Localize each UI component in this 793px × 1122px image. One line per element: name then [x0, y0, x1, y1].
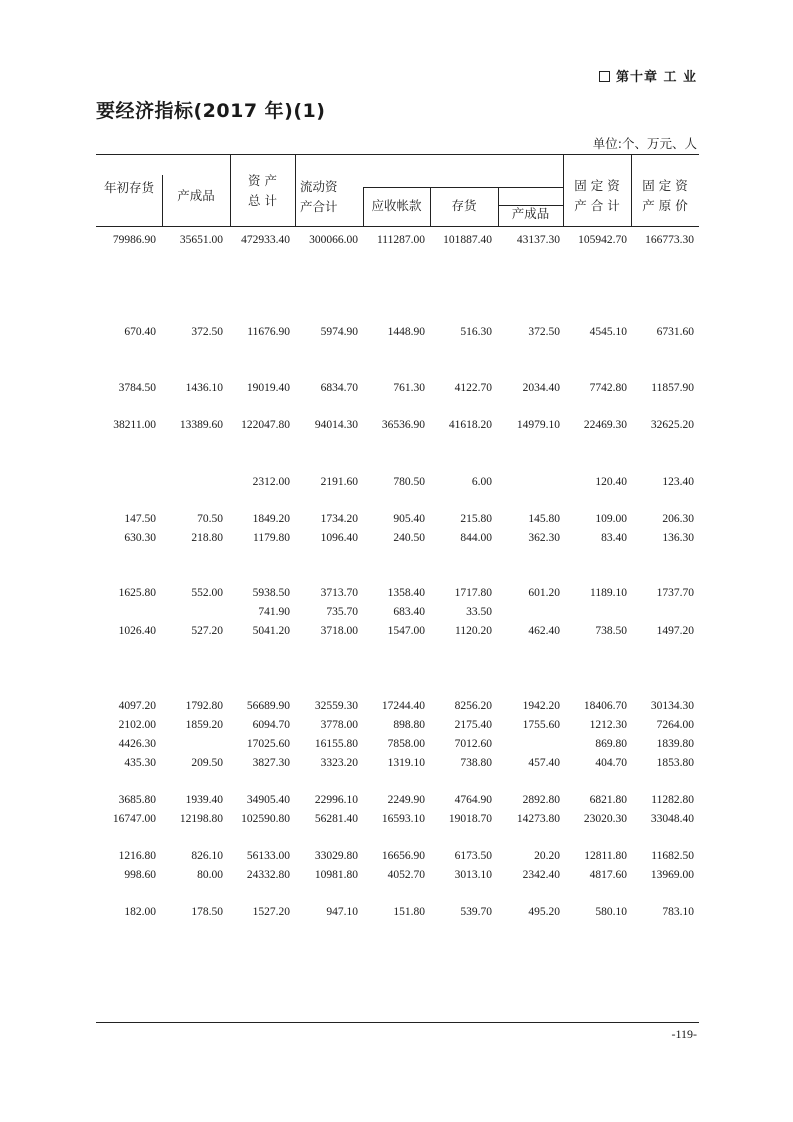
table-row	[0, 476, 793, 492]
table-cell: 1734.20	[320, 513, 358, 525]
table-cell: 136.30	[662, 532, 694, 544]
table-cell: 34905.40	[246, 794, 290, 806]
table-cell: 1212.30	[589, 719, 627, 731]
table-cell: 5974.90	[320, 326, 358, 338]
table-top-rule	[96, 154, 699, 155]
table-cell: 3778.00	[320, 719, 358, 731]
header-c2	[230, 171, 295, 211]
header-c3	[300, 177, 360, 217]
table-row	[0, 757, 793, 773]
table-cell: 2191.60	[320, 476, 358, 488]
header-c0: 年初存货	[103, 180, 154, 195]
table-cell: 495.20	[528, 906, 560, 918]
table-cell: 4052.70	[387, 869, 425, 881]
header-c7-line1: 固 定 资	[574, 178, 620, 193]
table-cell: 4817.60	[589, 869, 627, 881]
table-cell: 462.40	[528, 625, 560, 637]
table-cell: 38211.00	[113, 419, 156, 431]
header-c2-line2: 总 计	[248, 193, 277, 208]
table-cell: 4545.10	[589, 326, 627, 338]
table-cell: 404.70	[595, 757, 627, 769]
table-cell: 2034.40	[522, 382, 560, 394]
table-cell: 3827.30	[252, 757, 290, 769]
table-cell: 7858.00	[387, 738, 425, 750]
table-cell: 123.40	[662, 476, 694, 488]
table-row	[0, 625, 793, 641]
table-cell: 2892.80	[522, 794, 560, 806]
table-cell: 16155.80	[314, 738, 358, 750]
table-row	[0, 719, 793, 735]
table-cell: 1859.20	[185, 719, 223, 731]
table-row	[0, 906, 793, 922]
table-cell: 670.40	[124, 326, 156, 338]
table-cell: 738.50	[595, 625, 627, 637]
table-cell: 780.50	[393, 476, 425, 488]
header-c3-line2: 产合计	[300, 199, 338, 214]
table-cell: 1547.00	[387, 625, 425, 637]
table-cell: 6731.60	[656, 326, 694, 338]
table-cell: 1096.40	[320, 532, 358, 544]
table-cell: 372.50	[528, 326, 560, 338]
table-row	[0, 869, 793, 885]
table-cell: 362.30	[528, 532, 560, 544]
table-cell: 12811.80	[584, 850, 627, 862]
table-cell: 1792.80	[185, 700, 223, 712]
table-row	[0, 738, 793, 754]
header-c4: 应收帐款	[371, 198, 422, 213]
table-cell: 35651.00	[179, 234, 223, 246]
table-row	[0, 587, 793, 603]
table-cell: 7012.60	[454, 738, 492, 750]
table-cell: 120.40	[595, 476, 627, 488]
table-cell: 24332.80	[246, 869, 290, 881]
table-cell: 435.30	[124, 757, 156, 769]
table-cell: 552.00	[191, 587, 223, 599]
table-cell: 7742.80	[589, 382, 627, 394]
table-cell: 5938.50	[252, 587, 290, 599]
table-cell: 1717.80	[454, 587, 492, 599]
table-cell: 783.10	[662, 906, 694, 918]
table-cell: 601.20	[528, 587, 560, 599]
table-cell: 580.10	[595, 906, 627, 918]
table-cell: 145.80	[528, 513, 560, 525]
table-cell: 4097.20	[118, 700, 156, 712]
table-cell: 2312.00	[252, 476, 290, 488]
table-cell: 6834.70	[320, 382, 358, 394]
table-cell: 826.10	[191, 850, 223, 862]
table-cell: 206.30	[662, 513, 694, 525]
table-cell: 2102.00	[118, 719, 156, 731]
table-cell: 1737.70	[656, 587, 694, 599]
table-cell: 472933.40	[241, 234, 290, 246]
table-cell: 947.10	[326, 906, 358, 918]
table-cell: 33.50	[466, 606, 492, 618]
table-cell: 1120.20	[455, 625, 492, 637]
table-cell: 111287.00	[376, 234, 425, 246]
table-cell: 32559.30	[314, 700, 358, 712]
table-cell: 41618.20	[448, 419, 492, 431]
table-cell: 19019.40	[246, 382, 290, 394]
header-c1: 产成品	[177, 188, 215, 203]
table-cell: 6094.70	[252, 719, 290, 731]
page-title: 要经济指标(2017 年)(1)	[96, 100, 326, 122]
table-cell: 109.00	[595, 513, 627, 525]
table-cell: 122047.80	[241, 419, 290, 431]
header-c5: 存货	[451, 198, 477, 213]
table-cell: 1179.80	[253, 532, 290, 544]
subheader-rule	[363, 187, 563, 188]
table-row	[0, 326, 793, 342]
table-cell: 32625.20	[650, 419, 694, 431]
table-cell: 102590.80	[241, 813, 290, 825]
table-cell: 3323.20	[320, 757, 358, 769]
table-cell: 1942.20	[522, 700, 560, 712]
header-c8-line1: 固 定 资	[642, 178, 688, 193]
table-cell: 1839.80	[656, 738, 694, 750]
table-cell: 1026.40	[118, 625, 156, 637]
table-bottom-rule	[96, 1022, 699, 1023]
table-cell: 741.90	[258, 606, 290, 618]
table-cell: 8256.20	[454, 700, 492, 712]
table-cell: 11857.90	[651, 382, 694, 394]
table-cell: 4764.90	[454, 794, 492, 806]
table-cell: 1755.60	[522, 719, 560, 731]
table-cell: 1497.20	[656, 625, 694, 637]
table-cell: 11282.80	[651, 794, 694, 806]
chapter-box-icon	[599, 71, 610, 82]
table-row	[0, 513, 793, 529]
table-cell: 30134.30	[650, 700, 694, 712]
table-cell: 151.80	[393, 906, 425, 918]
table-cell: 1853.80	[656, 757, 694, 769]
table-cell: 83.40	[601, 532, 627, 544]
col-divider-3	[295, 154, 296, 226]
table-cell: 17025.60	[246, 738, 290, 750]
table-cell: 527.20	[191, 625, 223, 637]
table-cell: 683.40	[393, 606, 425, 618]
header-c8-line2: 产 原 价	[642, 198, 688, 213]
table-cell: 13969.00	[650, 869, 694, 881]
table-cell: 1625.80	[118, 587, 156, 599]
table-cell: 3685.80	[118, 794, 156, 806]
table-cell: 56133.00	[246, 850, 290, 862]
table-cell: 80.00	[197, 869, 223, 881]
table-cell: 457.40	[528, 757, 560, 769]
table-cell: 1939.40	[185, 794, 223, 806]
table-cell: 516.30	[460, 326, 492, 338]
table-cell: 4122.70	[454, 382, 492, 394]
table-cell: 70.50	[197, 513, 223, 525]
table-cell: 218.80	[191, 532, 223, 544]
table-cell: 1448.90	[387, 326, 425, 338]
table-cell: 178.50	[191, 906, 223, 918]
table-cell: 4426.30	[118, 738, 156, 750]
table-row	[0, 606, 793, 622]
header-c6: 产成品	[511, 206, 550, 221]
table-cell: 735.70	[326, 606, 358, 618]
chapter-label: 第十章 工 业	[615, 70, 697, 85]
table-row	[0, 419, 793, 435]
table-cell: 300066.00	[309, 234, 358, 246]
table-cell: 56689.90	[246, 700, 290, 712]
table-cell: 1319.10	[387, 757, 425, 769]
table-cell: 20.20	[534, 850, 560, 862]
table-cell: 372.50	[191, 326, 223, 338]
table-cell: 13389.60	[179, 419, 223, 431]
table-cell: 905.40	[393, 513, 425, 525]
header-bottom-rule	[96, 226, 699, 227]
table-cell: 101887.40	[443, 234, 492, 246]
table-cell: 56281.40	[314, 813, 358, 825]
table-cell: 94014.30	[314, 419, 358, 431]
table-cell: 16747.00	[112, 813, 156, 825]
table-cell: 2175.40	[454, 719, 492, 731]
header-c2-line1: 资 产	[248, 173, 277, 188]
table-cell: 16656.90	[381, 850, 425, 862]
table-cell: 14273.80	[516, 813, 560, 825]
table-cell: 182.00	[124, 906, 156, 918]
table-cell: 209.50	[191, 757, 223, 769]
table-cell: 1849.20	[252, 513, 290, 525]
table-cell: 16593.10	[381, 813, 425, 825]
table-cell: 844.00	[460, 532, 492, 544]
table-cell: 240.50	[393, 532, 425, 544]
table-cell: 7264.00	[656, 719, 694, 731]
table-row	[0, 532, 793, 548]
table-cell: 3784.50	[118, 382, 156, 394]
table-cell: 6173.50	[454, 850, 492, 862]
header-c3-line1: 流动资	[300, 179, 338, 194]
table-cell: 1358.40	[387, 587, 425, 599]
table-cell: 17244.40	[381, 700, 425, 712]
table-cell: 23020.30	[583, 813, 627, 825]
table-cell: 11676.90	[247, 326, 290, 338]
table-cell: 1436.10	[185, 382, 223, 394]
table-cell: 5041.20	[252, 625, 290, 637]
table-row	[0, 850, 793, 866]
table-cell: 6821.80	[589, 794, 627, 806]
table-cell: 215.80	[460, 513, 492, 525]
unit-label: 单位:个、万元、人	[592, 136, 697, 151]
table-row	[0, 700, 793, 716]
table-cell: 19018.70	[448, 813, 492, 825]
table-row	[0, 794, 793, 810]
table-cell: 147.50	[124, 513, 156, 525]
table-row	[0, 382, 793, 398]
table-cell: 3713.70	[320, 587, 358, 599]
table-cell: 3718.00	[320, 625, 358, 637]
table-cell: 898.80	[393, 719, 425, 731]
header-c7-line2: 产 合 计	[574, 198, 620, 213]
page-number: -119-	[671, 1027, 697, 1041]
table-cell: 33048.40	[650, 813, 694, 825]
table-cell: 43137.30	[516, 234, 560, 246]
header-c8	[631, 176, 699, 216]
table-row	[0, 234, 793, 250]
header-c7	[563, 176, 631, 216]
table-cell: 630.30	[124, 532, 156, 544]
table-cell: 22996.10	[314, 794, 358, 806]
table-cell: 105942.70	[578, 234, 627, 246]
table-cell: 18406.70	[583, 700, 627, 712]
table-cell: 33029.80	[314, 850, 358, 862]
table-cell: 869.80	[595, 738, 627, 750]
table-cell: 2249.90	[387, 794, 425, 806]
table-cell: 761.30	[393, 382, 425, 394]
table-cell: 14979.10	[516, 419, 560, 431]
table-cell: 22469.30	[583, 419, 627, 431]
table-cell: 1527.20	[252, 906, 290, 918]
table-cell: 12198.80	[179, 813, 223, 825]
table-cell: 10981.80	[314, 869, 358, 881]
table-cell: 79986.90	[112, 234, 156, 246]
table-cell: 539.70	[460, 906, 492, 918]
table-cell: 1216.80	[118, 850, 156, 862]
table-cell: 36536.90	[381, 419, 425, 431]
table-cell: 1189.10	[590, 587, 627, 599]
table-cell: 6.00	[471, 476, 492, 488]
table-row	[0, 813, 793, 829]
table-cell: 998.60	[124, 869, 156, 881]
table-cell: 738.80	[460, 757, 492, 769]
chapter-header	[599, 66, 697, 85]
table-cell: 166773.30	[645, 234, 694, 246]
table-cell: 11682.50	[651, 850, 694, 862]
table-cell: 3013.10	[454, 869, 492, 881]
table-cell: 2342.40	[522, 869, 560, 881]
